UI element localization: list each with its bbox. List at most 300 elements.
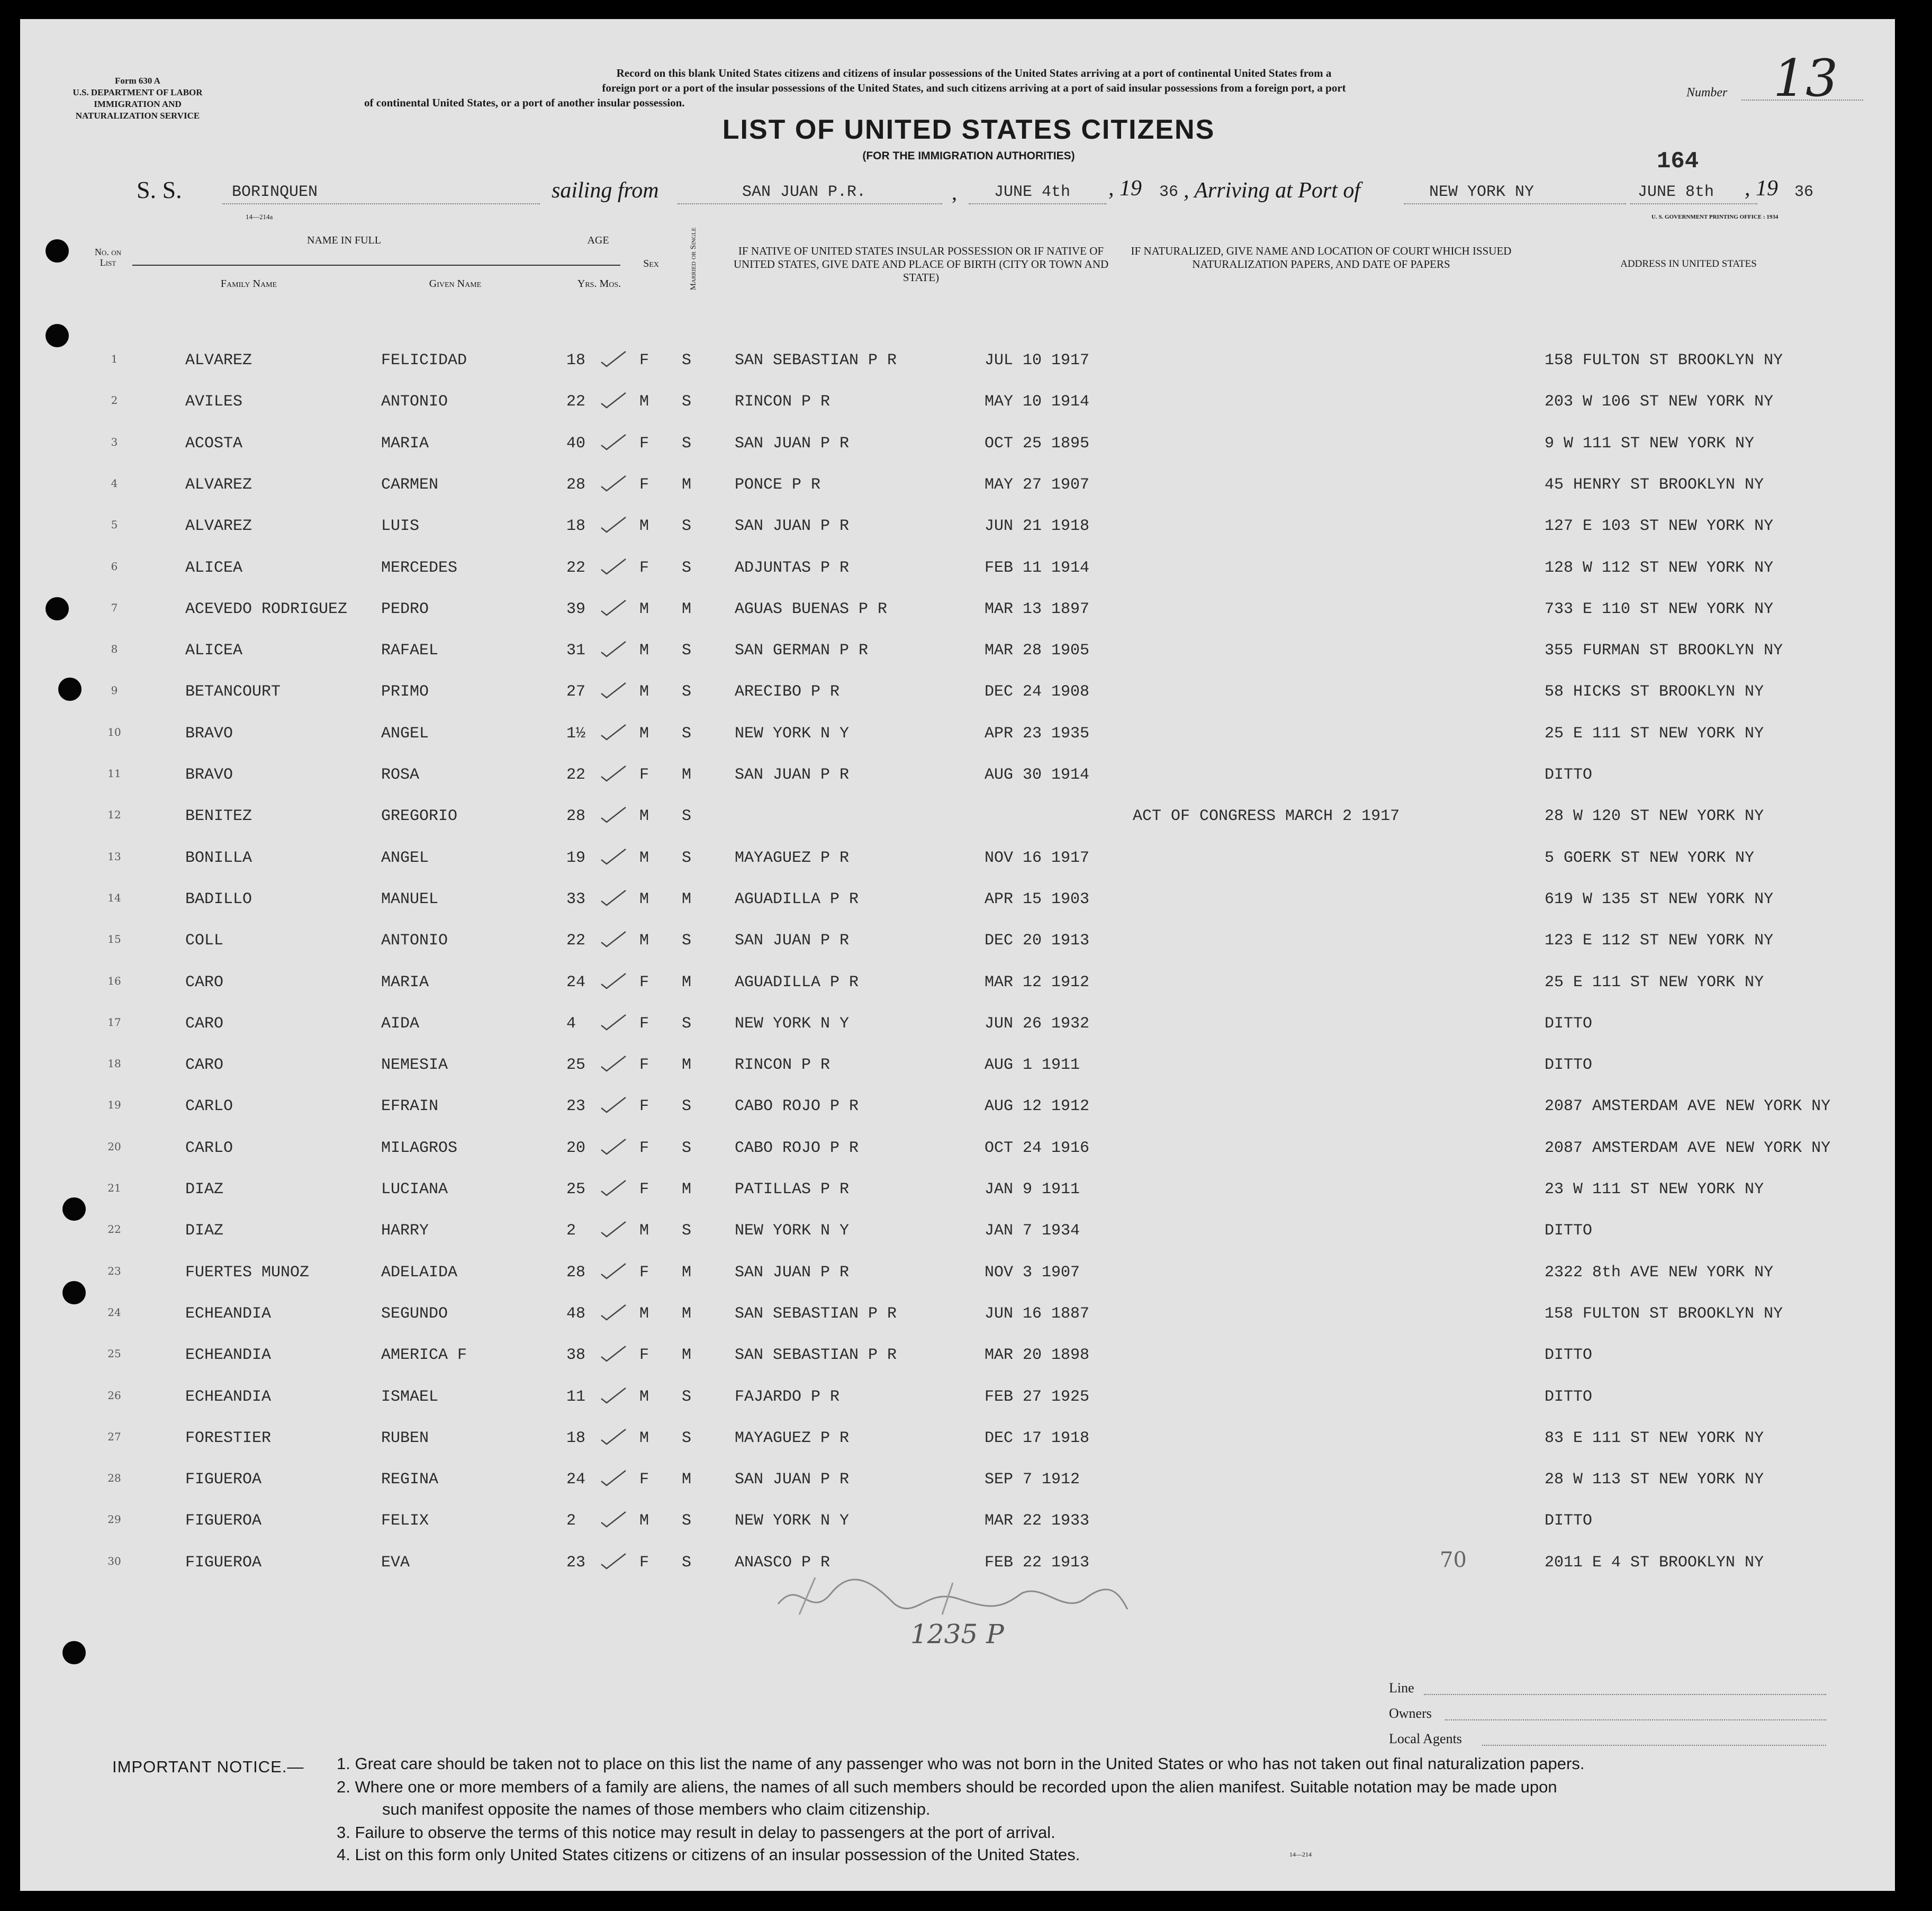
sex: M [639, 1512, 649, 1530]
header-birth: IF NATIVE OF UNITED STATES INSULAR POSSESSION OR IF NATIVE OF UNITED STATES, GIVE DATE AND PLACE OF BIRTH (CITY OR TOWN AND STATE) [733, 245, 1109, 284]
given-name: EFRAIN [381, 1097, 439, 1115]
signature-line-underline [1424, 1694, 1826, 1695]
check-mark-icon [598, 804, 630, 825]
birth-place: NEW YORK N Y [735, 1512, 850, 1530]
birth-date: FEB 27 1925 [985, 1388, 1090, 1406]
page-subtitle: (FOR THE IMMIGRATION AUTHORITIES) [862, 150, 1075, 162]
given-name: GREGORIO [381, 807, 458, 825]
row-number: 30 [107, 1555, 121, 1567]
marital-status: S [682, 1429, 692, 1447]
given-name: REGINA [381, 1471, 439, 1489]
row-number: 17 [107, 1016, 121, 1029]
family-name: DIAZ [185, 1180, 224, 1198]
punch-hole [62, 1281, 86, 1304]
address: 733 E 110 ST NEW YORK NY [1545, 600, 1774, 618]
signature-agents-underline [1482, 1745, 1826, 1746]
page-title: LIST OF UNITED STATES CITIZENS [722, 114, 1215, 145]
given-name: ISMAEL [381, 1388, 439, 1406]
birth-date: NOV 3 1907 [985, 1264, 1080, 1282]
signature-line-label: Line [1389, 1680, 1414, 1696]
row-number: 18 [107, 1057, 121, 1070]
sex: M [639, 849, 649, 867]
address: 5 GOERK ST NEW YORK NY [1545, 849, 1755, 867]
marital-status: S [682, 435, 692, 453]
given-name: HARRY [381, 1222, 429, 1240]
check-mark-icon [598, 1385, 630, 1406]
punch-hole [46, 597, 69, 620]
birth-date: DEC 17 1918 [985, 1429, 1090, 1447]
age-years: 22 [566, 393, 586, 411]
family-name: FIGUEROA [185, 1554, 262, 1572]
given-name: MILAGROS [381, 1139, 458, 1157]
sex: F [639, 1554, 649, 1572]
check-mark-icon [598, 1260, 630, 1282]
age-years: 19 [566, 849, 586, 867]
family-name: BRAVO [185, 766, 233, 784]
birth-place: SAN JUAN P R [735, 435, 850, 453]
age-years: 22 [566, 559, 586, 577]
row-number: 14 [107, 891, 121, 904]
record-line-1: Record on this blank United States citizens and citizens of insular possessions of the United States arriving at a port of continental United States from a [616, 67, 1332, 79]
birth-place: ARECIBO P R [735, 683, 840, 701]
birth-date: MAR 12 1912 [985, 973, 1090, 991]
naturalization: ACT OF CONGRESS MARCH 2 1917 [1133, 807, 1400, 825]
birth-date: DEC 24 1908 [985, 683, 1090, 701]
given-name: ADELAIDA [381, 1264, 458, 1282]
marital-status: M [682, 1305, 692, 1323]
marital-status: S [682, 725, 692, 743]
sex: F [639, 1015, 649, 1033]
arrive-port-underline [1404, 203, 1626, 204]
age-years: 38 [566, 1346, 586, 1364]
arrive-year-prefix: , 19 [1745, 176, 1778, 201]
birth-date: AUG 1 1911 [985, 1056, 1080, 1074]
marital-status: S [682, 932, 692, 950]
row-number: 23 [107, 1265, 121, 1277]
family-name: BETANCOURT [185, 683, 281, 701]
address: DITTO [1545, 1015, 1593, 1033]
birth-date: MAR 28 1905 [985, 642, 1090, 660]
birth-date: JUN 26 1932 [985, 1015, 1090, 1033]
birth-date: JUN 16 1887 [985, 1305, 1090, 1323]
family-name: ECHEANDIA [185, 1388, 272, 1406]
row-number: 12 [107, 808, 121, 821]
marital-status: S [682, 1139, 692, 1157]
signature-owners-label: Owners [1389, 1706, 1432, 1721]
arrive-date: JUNE 8th [1638, 183, 1714, 201]
age-years: 25 [566, 1180, 586, 1198]
sex: M [639, 890, 649, 908]
birth-date: APR 23 1935 [985, 725, 1090, 743]
birth-date: MAY 27 1907 [985, 476, 1090, 494]
family-name: ACOSTA [185, 435, 243, 453]
family-name: ALICEA [185, 559, 243, 577]
family-name: CARLO [185, 1139, 233, 1157]
address: 619 W 135 ST NEW YORK NY [1545, 890, 1774, 908]
marital-status: S [682, 1512, 692, 1530]
given-name: PEDRO [381, 600, 429, 618]
birth-place: SAN SEBASTIAN P R [735, 1346, 897, 1364]
age-years: 28 [566, 476, 586, 494]
check-mark-icon [598, 597, 630, 618]
check-mark-icon [598, 1177, 630, 1198]
birth-date: AUG 30 1914 [985, 766, 1090, 784]
service-line-1: IMMIGRATION AND [94, 99, 182, 109]
birth-place: AGUAS BUENAS P R [735, 600, 888, 618]
check-mark-icon [598, 390, 630, 411]
age-years: 23 [566, 1097, 586, 1115]
family-name: ALVAREZ [185, 476, 252, 494]
check-mark-icon [598, 638, 630, 660]
sex: M [639, 600, 649, 618]
birth-date: AUG 12 1912 [985, 1097, 1090, 1115]
family-name: ALVAREZ [185, 351, 252, 369]
birth-date: JAN 7 1934 [985, 1222, 1080, 1240]
given-name: FELICIDAD [381, 351, 467, 369]
marital-status: S [682, 1554, 692, 1572]
birth-date: MAR 13 1897 [985, 600, 1090, 618]
birth-place: NEW YORK N Y [735, 1222, 850, 1240]
check-mark-icon [598, 431, 630, 453]
family-name: FUERTES MUNOZ [185, 1264, 310, 1282]
marital-status: M [682, 890, 692, 908]
check-mark-icon [598, 1053, 630, 1074]
row-number: 16 [107, 975, 121, 987]
given-name: EVA [381, 1554, 410, 1572]
marital-status: M [682, 476, 692, 494]
given-name: MERCEDES [381, 559, 458, 577]
given-name: RUBEN [381, 1429, 429, 1447]
from-port: SAN JUAN P.R. [742, 183, 866, 201]
notice-item-4: 4. List on this form only United States citizens or citizens of an insular possession of the United States. [337, 1845, 1080, 1864]
record-instructions [339, 66, 1609, 110]
birth-place: SAN SEBASTIAN P R [735, 351, 897, 369]
address: 58 HICKS ST BROOKLYN NY [1545, 683, 1764, 701]
given-name: LUIS [381, 517, 420, 535]
sex: F [639, 559, 649, 577]
marital-status: S [682, 1015, 692, 1033]
punch-hole [62, 1197, 86, 1221]
row-number: 6 [111, 560, 118, 573]
marital-status: S [682, 351, 692, 369]
row-number: 4 [111, 477, 118, 490]
family-name: BENITEZ [185, 807, 252, 825]
family-name: COLL [185, 932, 224, 950]
check-mark-icon [598, 1012, 630, 1033]
family-name: ALICEA [185, 642, 243, 660]
number-label: Number [1686, 86, 1728, 100]
sex: F [639, 351, 649, 369]
sex: F [639, 435, 649, 453]
birth-date: OCT 25 1895 [985, 435, 1090, 453]
check-mark-icon [598, 1509, 630, 1530]
age-years: 24 [566, 973, 586, 991]
birth-place: SAN JUAN P R [735, 932, 850, 950]
check-mark-icon [598, 1302, 630, 1323]
birth-place: SAN JUAN P R [735, 766, 850, 784]
family-name: DIAZ [185, 1222, 224, 1240]
from-port-underline [678, 203, 942, 204]
depart-date-underline [969, 203, 1106, 204]
marital-status: S [682, 517, 692, 535]
header-name-rule [132, 265, 620, 266]
punch-hole [46, 324, 69, 347]
check-mark-icon [598, 1467, 630, 1489]
punch-hole [62, 1641, 86, 1664]
birth-place: SAN JUAN P R [735, 517, 850, 535]
given-name: ANTONIO [381, 393, 448, 411]
check-mark-icon [598, 763, 630, 784]
family-name: CARLO [185, 1097, 233, 1115]
comma: , [952, 181, 957, 204]
given-name: ANGEL [381, 725, 429, 743]
address: 9 W 111 ST NEW YORK NY [1545, 435, 1755, 453]
punch-hole [46, 239, 69, 263]
address: 158 FULTON ST BROOKLYN NY [1545, 1305, 1783, 1323]
check-mark-icon [598, 1426, 630, 1447]
sex: M [639, 807, 649, 825]
address: 2011 E 4 ST BROOKLYN NY [1545, 1554, 1764, 1572]
family-name: FORESTIER [185, 1429, 272, 1447]
family-name: ECHEANDIA [185, 1346, 272, 1364]
header-age: AGE [587, 235, 609, 246]
handwritten-tally: 70 [1440, 1548, 1467, 1572]
given-name: ANTONIO [381, 932, 448, 950]
age-years: 28 [566, 807, 586, 825]
birth-date: FEB 11 1914 [985, 559, 1090, 577]
address: DITTO [1545, 1388, 1593, 1406]
sex: M [639, 683, 649, 701]
notice-item-1: 1. Great care should be taken not to place on this list the name of any passenger who was not born in the United States or who has not taken out final naturalization papers. [337, 1754, 1585, 1773]
check-mark-icon [598, 887, 630, 908]
marital-status: M [682, 973, 692, 991]
birth-place: ADJUNTAS P R [735, 559, 850, 577]
age-years: 18 [566, 351, 586, 369]
check-mark-icon [598, 348, 630, 369]
record-line-2: foreign port or a port of the insular possessions of the United States, and such citizens arriving at a port of said insular possessions from a foreign port, a port [602, 82, 1346, 94]
arriving-label: , Arriving at Port of [1184, 178, 1361, 203]
birth-place: MAYAGUEZ P R [735, 849, 850, 867]
marital-status: M [682, 1346, 692, 1364]
sex: F [639, 766, 649, 784]
row-number: 11 [107, 767, 121, 780]
birth-date: OCT 24 1916 [985, 1139, 1090, 1157]
family-name: CARO [185, 1015, 224, 1033]
family-name: BONILLA [185, 849, 252, 867]
given-name: PRIMO [381, 683, 429, 701]
row-number: 19 [107, 1098, 121, 1111]
address: 25 E 111 ST NEW YORK NY [1545, 973, 1764, 991]
address: DITTO [1545, 1056, 1593, 1074]
sex: F [639, 1346, 649, 1364]
sailing-from-label: sailing from [552, 178, 659, 203]
address: 28 W 120 ST NEW YORK NY [1545, 807, 1764, 825]
check-mark-icon [598, 846, 630, 867]
given-name: ANGEL [381, 849, 429, 867]
marital-status: S [682, 1388, 692, 1406]
check-mark-icon [598, 1551, 630, 1572]
check-mark-icon [598, 556, 630, 577]
notice-item-2a: 2. Where one or more members of a family are aliens, the names of all such members should be recorded upon the alien manifest. Suitable notation may be made upon [337, 1778, 1557, 1796]
birth-place: AGUADILLA P R [735, 973, 859, 991]
given-name: MANUEL [381, 890, 439, 908]
sex: F [639, 1139, 649, 1157]
age-years: 27 [566, 683, 586, 701]
row-number: 28 [107, 1472, 121, 1484]
header-name-in-full: NAME IN FULL [307, 235, 381, 246]
age-years: 33 [566, 890, 586, 908]
row-number: 13 [107, 850, 121, 863]
family-name: ALVAREZ [185, 517, 252, 535]
address: 83 E 111 ST NEW YORK NY [1545, 1429, 1764, 1447]
age-years: 22 [566, 932, 586, 950]
row-number: 21 [107, 1182, 121, 1194]
row-number: 3 [111, 436, 118, 448]
birth-date: DEC 20 1913 [985, 932, 1090, 950]
header-given-name: Given Name [429, 278, 482, 290]
birth-date: MAY 10 1914 [985, 393, 1090, 411]
given-name: MARIA [381, 435, 429, 453]
signature-owners-underline [1445, 1719, 1826, 1720]
department: U.S. DEPARTMENT OF LABOR [73, 87, 203, 97]
sex: M [639, 725, 649, 743]
age-years: 24 [566, 1471, 586, 1489]
family-name: BRAVO [185, 725, 233, 743]
marital-status: S [682, 393, 692, 411]
row-number: 24 [107, 1306, 121, 1319]
check-mark-icon [598, 1343, 630, 1364]
age-years: 1½ [566, 725, 586, 743]
age-years: 39 [566, 600, 586, 618]
birth-place: CABO ROJO P R [735, 1097, 859, 1115]
age-years: 25 [566, 1056, 586, 1074]
birth-place: SAN GERMAN P R [735, 642, 869, 660]
age-years: 4 [566, 1015, 576, 1033]
marital-status: S [682, 683, 692, 701]
row-number: 22 [107, 1223, 121, 1236]
check-mark-icon [598, 1094, 630, 1115]
given-name: LUCIANA [381, 1180, 448, 1198]
given-name: AIDA [381, 1015, 420, 1033]
marital-status: M [682, 766, 692, 784]
gpo-note: U. S. GOVERNMENT PRINTING OFFICE : 1934 [1651, 214, 1778, 220]
arrive-year: 36 [1794, 183, 1814, 201]
age-years: 2 [566, 1512, 576, 1530]
age-years: 22 [566, 766, 586, 784]
marital-status: S [682, 807, 692, 825]
header-naturalized: IF NATURALIZED, GIVE NAME AND LOCATION OF COURT WHICH ISSUED NATURALIZATION PAPERS, AND DATE OF PAPERS [1131, 245, 1512, 271]
list-number: 13 [1773, 49, 1838, 108]
header-no-on-list: No. on List [94, 247, 122, 268]
birth-place: NEW YORK N Y [735, 1015, 850, 1033]
row-number: 9 [111, 684, 118, 697]
sex: M [639, 642, 649, 660]
ss-label: S. S. [137, 176, 182, 203]
address: 2087 AMSTERDAM AVE NEW YORK NY [1545, 1139, 1831, 1157]
family-name: CARO [185, 973, 224, 991]
marital-status: S [682, 559, 692, 577]
age-years: 18 [566, 517, 586, 535]
birth-place: MAYAGUEZ P R [735, 1429, 850, 1447]
age-years: 48 [566, 1305, 586, 1323]
row-number: 20 [107, 1140, 121, 1153]
row-number: 10 [107, 726, 121, 738]
address: 123 E 112 ST NEW YORK NY [1545, 932, 1774, 950]
birth-date: MAR 22 1933 [985, 1512, 1090, 1530]
address: 23 W 111 ST NEW YORK NY [1545, 1180, 1764, 1198]
birth-date: SEP 7 1912 [985, 1471, 1080, 1489]
sex: M [639, 393, 649, 411]
handwritten-signature [768, 1567, 1138, 1625]
row-number: 7 [111, 601, 118, 614]
given-name: NEMESIA [381, 1056, 448, 1074]
birth-date: FEB 22 1913 [985, 1554, 1090, 1572]
row-number: 5 [111, 518, 118, 531]
sex: F [639, 1056, 649, 1074]
birth-place: RINCON P R [735, 1056, 830, 1074]
sex: M [639, 1305, 649, 1323]
marital-status: M [682, 1180, 692, 1198]
birth-date: JAN 9 1911 [985, 1180, 1080, 1198]
address: 127 E 103 ST NEW YORK NY [1545, 517, 1774, 535]
depart-year: 36 [1159, 183, 1179, 201]
notice-item-2b: such manifest opposite the names of those members who claim citizenship. [382, 1800, 931, 1818]
check-mark-icon [598, 514, 630, 535]
ship-name: BORINQUEN [232, 183, 318, 201]
handwritten-time: 1235 P [910, 1619, 1004, 1649]
signature-agents-label: Local Agents [1389, 1731, 1462, 1746]
check-mark-icon [598, 473, 630, 494]
family-name: AVILES [185, 393, 243, 411]
marital-status: S [682, 849, 692, 867]
age-years: 18 [566, 1429, 586, 1447]
check-mark-icon [598, 929, 630, 950]
row-number: 25 [107, 1347, 121, 1360]
birth-place: ANASCO P R [735, 1554, 830, 1572]
sex: F [639, 1264, 649, 1282]
header-family-name: Family Name [220, 278, 277, 290]
family-name: BADILLO [185, 890, 252, 908]
age-years: 11 [566, 1388, 586, 1406]
birth-place: SAN JUAN P R [735, 1264, 850, 1282]
age-years: 40 [566, 435, 586, 453]
row-number: 2 [111, 394, 118, 407]
row-number: 29 [107, 1513, 121, 1526]
birth-place: RINCON P R [735, 393, 830, 411]
notice-code: 14—214 [1289, 1851, 1312, 1858]
service-line-2: NATURALIZATION SERVICE [75, 111, 200, 121]
family-name: ACEVEDO RODRIGUEZ [185, 600, 348, 618]
arrive-port: NEW YORK NY [1429, 183, 1534, 201]
address: DITTO [1545, 1222, 1593, 1240]
notice-label: IMPORTANT NOTICE.— [112, 1757, 304, 1776]
age-years: 2 [566, 1222, 576, 1240]
punch-hole [58, 678, 82, 701]
sex: F [639, 973, 649, 991]
given-name: SEGUNDO [381, 1305, 448, 1323]
address: 2322 8th AVE NEW YORK NY [1545, 1264, 1774, 1282]
age-years: 31 [566, 642, 586, 660]
check-mark-icon [598, 722, 630, 743]
row-number: 27 [107, 1430, 121, 1443]
sex: M [639, 517, 649, 535]
marital-status: M [682, 1056, 692, 1074]
stamp-number: 164 [1657, 148, 1699, 175]
address: 28 W 113 ST NEW YORK NY [1545, 1471, 1764, 1489]
record-line-3: of continental United States, or a port of another insular possession. [364, 96, 685, 109]
marital-status: M [682, 600, 692, 618]
given-name: ROSA [381, 766, 420, 784]
